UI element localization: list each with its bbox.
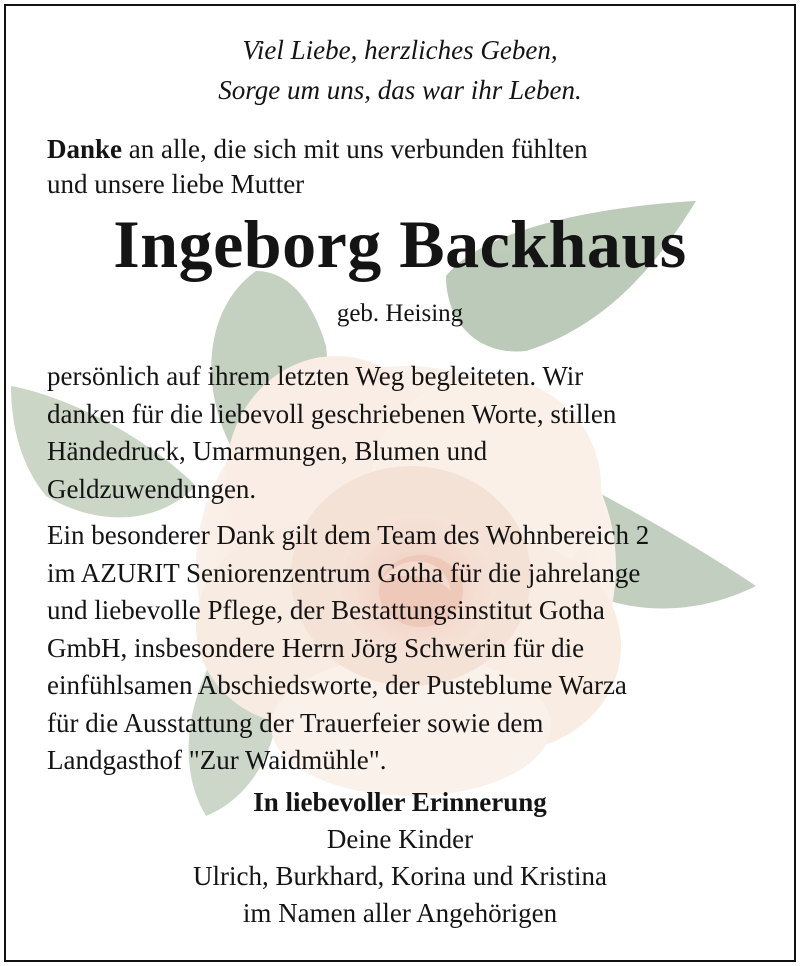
thanks-paragraph-1 — [47, 358, 616, 508]
text-line: für die Ausstattung der Trauerfeier sowie dem — [47, 707, 544, 738]
text-line: Händedruck, Umarmungen, Blumen und — [47, 436, 488, 466]
thanks-intro — [47, 132, 588, 202]
motto-line: Sorge um uns, das war ihr Leben. — [218, 75, 582, 105]
notice-content — [6, 6, 794, 960]
text-line: einfühlsamen Abschiedsworte, der Pusteblume Warza — [47, 670, 627, 700]
text-line: danken für die liebevoll geschriebenen Worte, stillen — [47, 398, 617, 429]
text-line: persönlich auf ihrem letzten Weg begleiteten. Wir — [47, 361, 584, 391]
closing-line: Deine Kinder — [326, 824, 474, 854]
closing-line: im Namen aller Angehörigen — [242, 898, 558, 928]
intro-text: an alle, die sich mit uns verbunden fühlten — [122, 134, 588, 164]
text-line: Ein besonderer Dank gilt dem Team des Wohnbereich 2 — [47, 520, 650, 550]
deceased-name: Ingeborg Backhaus — [113, 206, 687, 282]
intro-text: und unsere liebe Mutter — [47, 169, 305, 199]
motto-verse — [6, 30, 794, 110]
thanks-keyword: Danke — [47, 134, 123, 164]
text-line: und liebevolle Pflege, der Bestattungsinstitut Gotha — [47, 595, 605, 625]
birth-name: geb. Heising — [336, 300, 464, 327]
closing-signature — [6, 784, 794, 932]
text-line: Landgasthof "Zur Waidmühle". — [47, 745, 387, 775]
notice-frame — [4, 4, 796, 962]
text-line: GmbH, insbesondere Herrn Jörg Schwerin für die — [47, 632, 585, 663]
text-line: im AZURIT Seniorenzentrum Gotha für die jahrelange — [47, 557, 641, 588]
motto-line: Viel Liebe, herzliches Geben, — [242, 35, 558, 65]
closing-line: Ulrich, Burkhard, Korina und Kristina — [193, 861, 607, 891]
thanks-paragraph-2 — [47, 517, 649, 780]
closing-heading: In liebevoller Erinnerung — [253, 787, 547, 817]
text-line: Geldzuwendungen. — [47, 473, 257, 504]
